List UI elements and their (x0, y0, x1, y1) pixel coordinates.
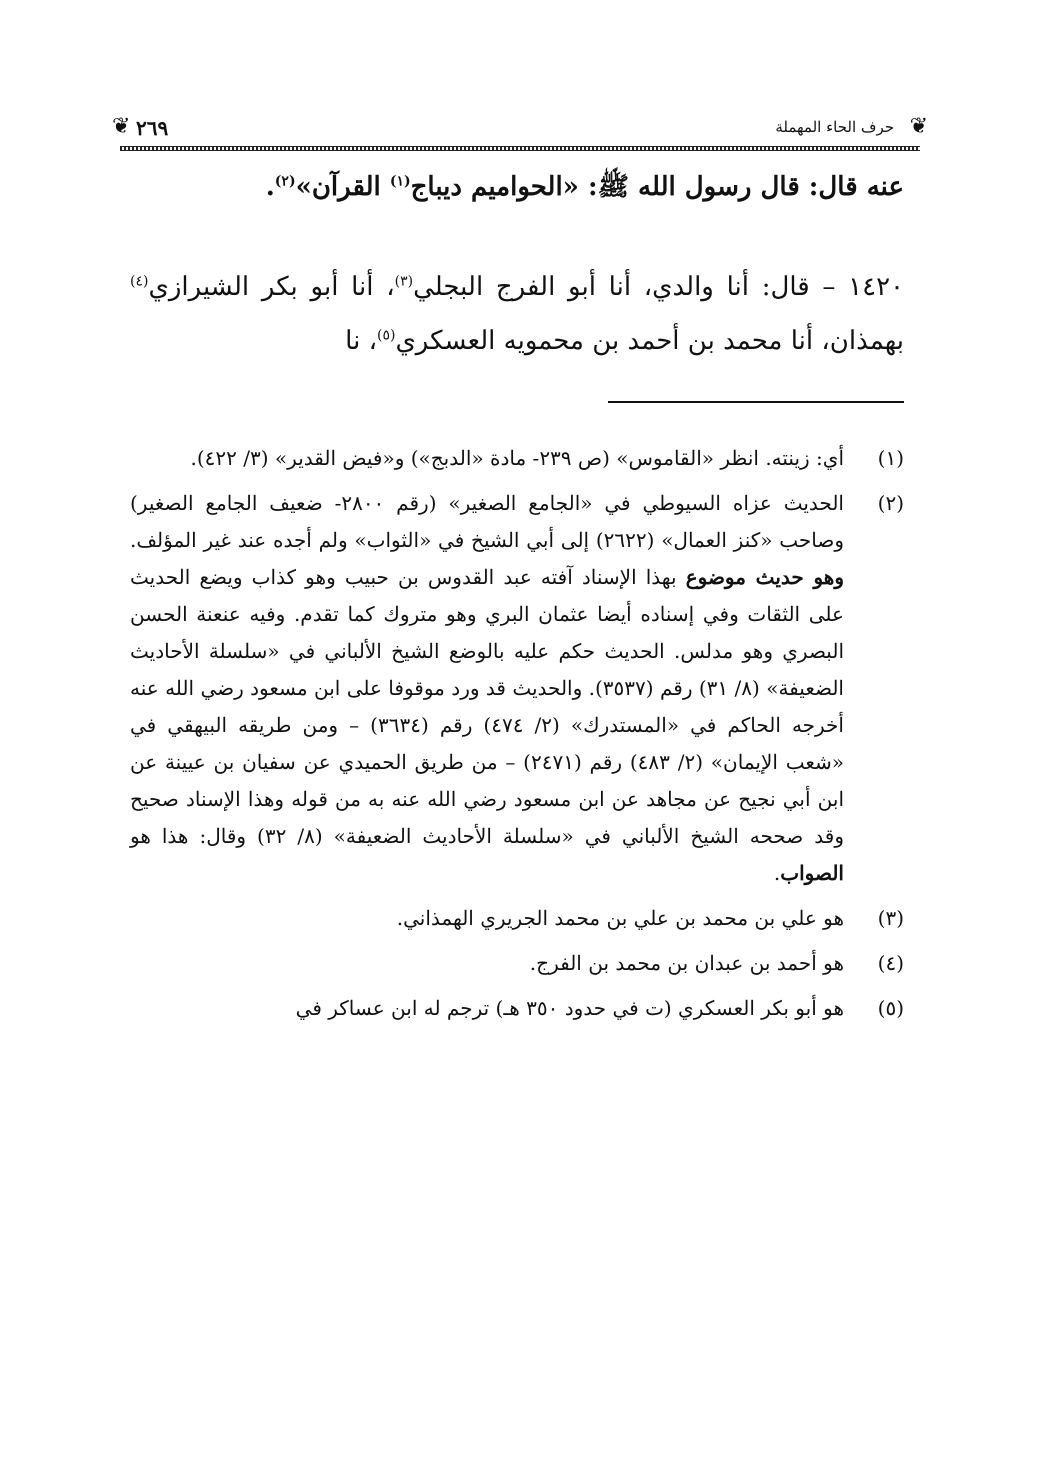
header-divider (120, 146, 920, 151)
footnote-number: (٣) (877, 906, 904, 930)
footnote-text: هو علي بن محمد بن علي بن محمد الجريري الهمذاني. (396, 906, 844, 930)
footnote-ref: (٣) (394, 273, 414, 290)
footnote-ref: (٢) (274, 173, 296, 190)
footnote-bold-text: وهو حديث موضوع (685, 565, 844, 589)
footnote-number: (٤) (877, 951, 904, 975)
footnote (130, 945, 904, 982)
footnote (130, 900, 904, 937)
footnote (130, 440, 904, 477)
footnote-ref: (١) (389, 173, 411, 190)
chapter-title: حرف الحاء المهملة (775, 118, 894, 136)
footnotes (130, 440, 904, 1035)
footnote-text: الحديث عزاه السيوطي في «الجامع الصغير» (رقم ٢٨٠٠- ضعيف الجامع الصغير) وصاحب «كنز العمال» (٢٦٢٢) إلى أبي الشيخ في «الثواب» ولم أجده عند غير المؤلف. (130, 491, 844, 552)
hadith-line: عنه قال: قال رسول الله ﷺ: «الحواميم ديباج$^{(١)}$ القرآن»$^{(٢)}$. (265, 172, 904, 202)
footnote-number: (١) (877, 446, 904, 470)
main-text (130, 160, 904, 368)
footnote-number: (٢) (877, 491, 904, 515)
footnote-text: هو أحمد بن عبدان بن محمد بن الفرج. (529, 951, 844, 975)
footnote-ref: (٥) (376, 327, 396, 344)
footnote-text: أي: زينته. انظر «القاموس» (ص ٢٣٩- مادة «الدبج») و«فيض القدير» (٣/ ٤٢٢). (190, 446, 844, 470)
page-number: ٢٦٩ (136, 116, 169, 140)
footnote (130, 990, 904, 1027)
footnote-text: هو أبو بكر العسكري (ت في حدود ٣٥٠ هـ) ترجم له ابن عساكر في (295, 996, 844, 1020)
footnote-text: . (773, 861, 781, 885)
footnote (130, 485, 904, 892)
ornament-icon: ❦ (112, 114, 131, 139)
footnote-separator (608, 401, 904, 403)
footnote-number: (٥) (877, 996, 904, 1020)
ornament-icon: ❦ (909, 114, 928, 139)
footnote-text: بهذا الإسناد آفته عبد القدوس بن حبيب وهو كذاب ويضع الحديث على الثقات وفي إسناده أيضا عثمان البري وهو متروك كما تقدم. وفيه عنعنة الحسن البصري وهو مدلس. الحديث حكم عليه بالوضع الشيخ الألباني في «سلسلة الأحاديث الضعيفة» (٨/ ٣١) رقم (٣٥٣٧). والحديث قد ورد موقوفا على ابن مسعود رضي الله عنه أخرجه الحاكم في «المستدرك» (٢/ ٤٧٤) رقم (٣٦٣٤) – ومن طريقه البيهقي في «شعب الإيمان» (٢/ ٤٨٣) رقم (٢٤٧١) – من طريق الحميدي عن سفيان بن عيينة عن ابن أبي نجيح عن مجاهد عن ابن مسعود رضي الله عنه به من قوله وهذا الإسناد صحيح وقد صححه الشيخ الألباني في «سلسلة الأحاديث الضعيفة» (٨/ ٣٢) وقال: هذا هو (130, 565, 844, 848)
isnad-paragraph: ١٤٢٠ – قال: أنا والدي، أنا أبو الفرج البجلي$^{(٣)}$، أنا أبو بكر الشيرازي$^{(٤)}$ بهمذان، أنا محمد بن أحمد بن محمويه العسكري$^{(٥)}$، نا (130, 272, 904, 356)
footnote-bold-text: الصواب (780, 861, 844, 885)
running-header (112, 106, 928, 152)
footnote-ref: (٤) (130, 273, 149, 290)
